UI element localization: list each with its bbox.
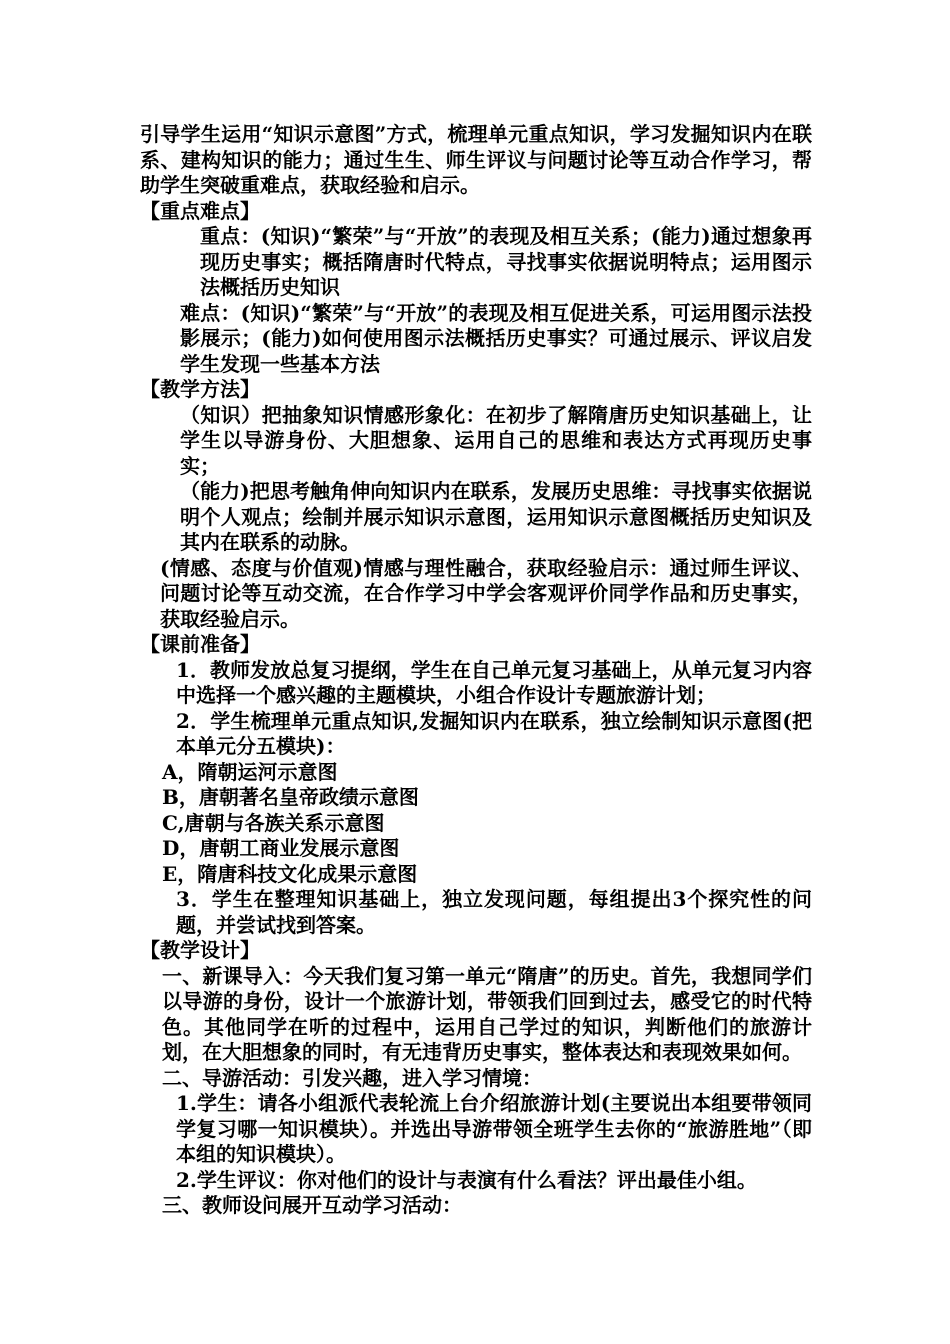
design-teacher-questions: 三、教师设问展开互动学习活动： (162, 1193, 462, 1217)
prep-item-3: 3．学生在整理知识基础上，独立发现问题，每组提出3个探究性的问题，并尝试找到答案。 (176, 887, 812, 937)
design-intro: 一、新课导入：今天我们复习第一单元“隋唐”的历史。首先，我想同学们以导游的身份，设计一个旅游计划，带领我们回到过去，感受它的时代特色。其他同学在听的过程中，运用自己学过的知识，判断他们的旅游计划，在大胆想象的同时，有无违背历史事实，整体表达和表现效果如何。 (162, 963, 812, 1064)
methods-heading: 【教学方法】 (140, 377, 260, 401)
prep-item-1: 1．教师发放总复习提纲，学生在自己单元复习基础上，从单元复习内容中选择一个感兴趣的主题模块，小组合作设计专题旅游计划； (176, 657, 812, 707)
prep-module-c: C,唐朝与各族关系示意图 (162, 810, 385, 835)
design-heading: 【教学设计】 (140, 938, 260, 962)
key-points-heading: 【重点难点】 (140, 198, 260, 223)
prep-item-2: 2．学生梳理单元重点知识,发掘知识内在联系，独立绘制知识示意图(把本单元分五模块)： (176, 708, 812, 758)
methods-ability: （能力)把思考触角伸向知识内在联系，发展历史思维：寻找事实依据说明个人观点；绘制并展示知识示意图，运用知识示意图概括历史知识及其内在联系的动脉。 (180, 479, 812, 554)
prep-module-a: A，隋朝运河示意图 (162, 759, 338, 784)
document-page (140, 122, 812, 1219)
methods-knowledge: （知识）把抽象知识情感形象化：在初步了解隋唐历史知识基础上，让学生以导游身份、大胆想象、运用自己的思维和表达方式再现历史事实； (180, 402, 812, 478)
design-student-review: 2.学生评议：你对他们的设计与表演有什么看法？评出最佳小组。 (176, 1167, 757, 1192)
key-points-difficulty: 难点：(知识)“繁荣”与“开放”的表现及相互促进关系，可运用图示法投影展示；(能力)如何使用图示法概括历史事实？可通过展示、评议启发学生发现一些基本方法 (180, 300, 812, 376)
intro-paragraph: 引导学生运用“知识示意图”方式，梳理单元重点知识，学习发掘知识内在联系、建构知识的能力；通过生生、师生评议与问题讨论等互动合作学习，帮助学生突破重难点，获取经验和启示。 (140, 122, 812, 197)
key-points-focus: 重点：(知识)“繁荣”与“开放”的表现及相互关系；(能力)通过想象再现历史事实；概括隋唐时代特点，寻找事实依据说明特点；运用图示法概括历史知识 (200, 224, 812, 299)
prep-module-b: B，唐朝著名皇帝政绩示意图 (162, 785, 419, 809)
design-tour-activity: 二、导游活动：引发兴趣，进入学习情境： (162, 1065, 542, 1090)
prep-heading: 【课前准备】 (140, 632, 260, 656)
methods-emotion: (情感、态度与价值观)情感与理性融合，获取经验启示：通过师生评议、问题讨论等互动交流，在合作学习中学会客观评价同学作品和历史事实，获取经验启示。 (160, 555, 812, 631)
design-student-present: 1.学生：请各小组派代表轮流上台介绍旅游计划(主要说出本组要带领同学复习哪一知识模块）。并选出导游带领全班学生去你的“旅游胜地”（即本组的知识模块）。 (176, 1091, 812, 1166)
prep-module-e: E，隋唐科技文化成果示意图 (162, 861, 418, 886)
prep-module-d: D，唐朝工商业发展示意图 (162, 836, 400, 860)
